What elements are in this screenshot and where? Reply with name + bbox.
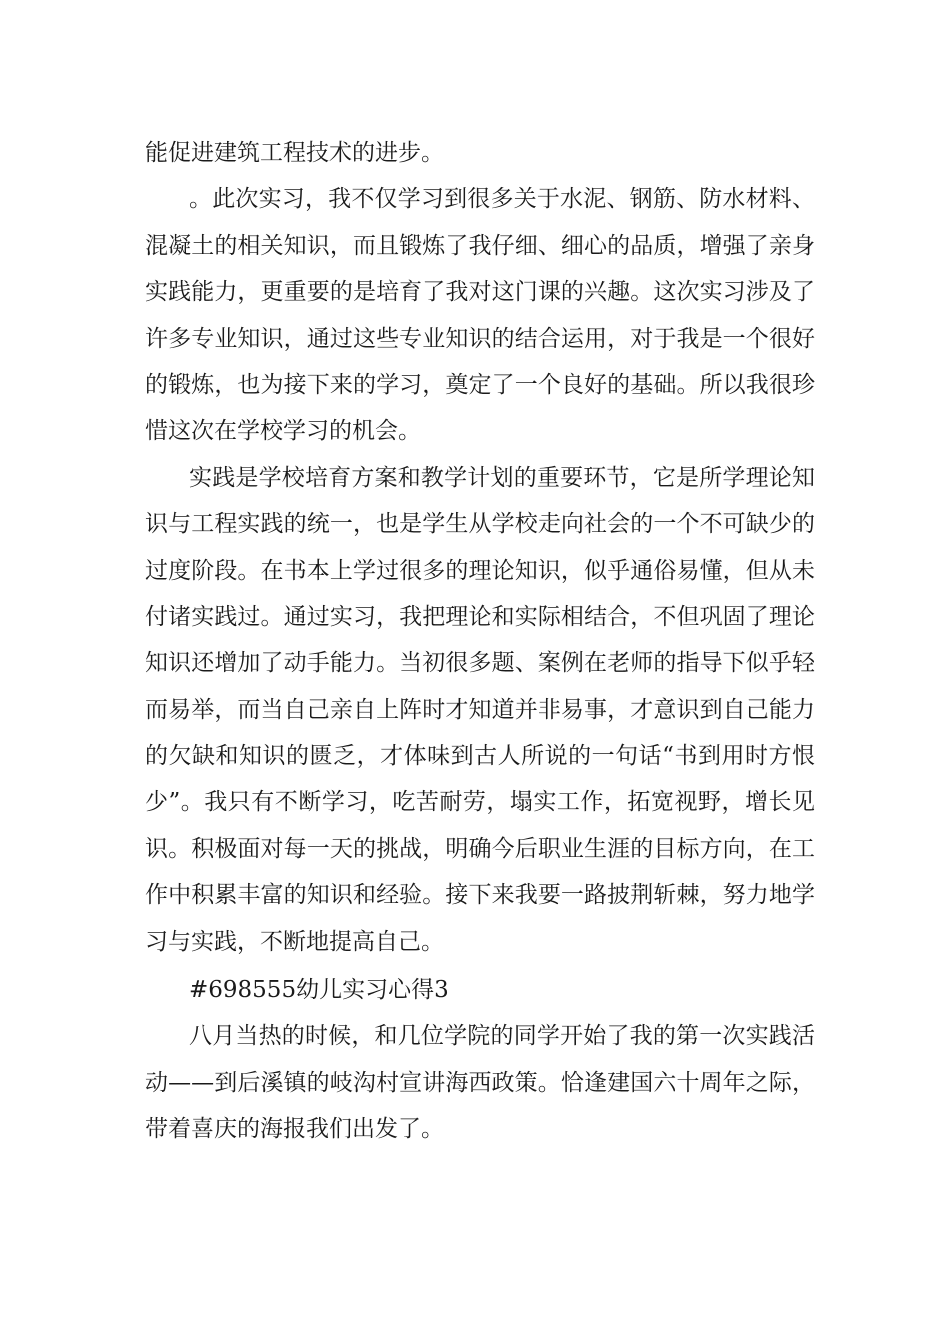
text-line: 付诸实践过。通过实习，我把理论和实际相结合，不但巩固了理论	[145, 603, 815, 630]
paragraph-1	[145, 130, 815, 176]
text-line: 八月当热的时候，和几位学院的同学开始了我的第一次实践活	[189, 1023, 815, 1050]
section-heading: #698555幼儿实习心得3	[189, 977, 449, 1004]
text-line: 带着喜庆的海报我们出发了。	[145, 1116, 444, 1143]
text-line: 而易举，而当自己亲自上阵时才知道并非易事，才意识到自己能力	[145, 696, 815, 723]
text-line: 许多专业知识，通过这些专业知识的结合运用，对于我是一个很好	[145, 325, 815, 352]
text-line: 。此次实习，我不仅学习到很多关于水泥、钢筋、防水材料、	[189, 186, 815, 213]
text-line: 习与实践，不断地提高自己。	[145, 928, 444, 955]
paragraph-4	[145, 1013, 815, 1152]
text-line: 惜这次在学校学习的机会。	[145, 418, 421, 445]
paragraph-3	[145, 455, 815, 965]
text-line: 作中积累丰富的知识和经验。接下来我要一路披荆斩棘，努力地学	[145, 882, 815, 909]
text-line: 知识还增加了动手能力。当初很多题、案例在老师的指导下似乎轻	[145, 650, 815, 677]
document-page	[145, 130, 815, 1153]
text-line: 动——到后溪镇的岐沟村宣讲海西政策。恰逢建国六十周年之际，	[145, 1069, 815, 1096]
paragraph-2	[145, 176, 815, 454]
section-heading-block	[145, 965, 815, 1013]
text-line: 识。积极面对每一天的挑战，明确今后职业生涯的目标方向，在工	[145, 835, 815, 862]
text-line: 混凝土的相关知识，而且锻炼了我仔细、细心的品质，增强了亲身	[145, 232, 815, 259]
text-line: 能促进建筑工程技术的进步。	[145, 140, 444, 166]
text-line: 识与工程实践的统一，也是学生从学校走向社会的一个不可缺少的	[145, 511, 815, 538]
text-line: 过度阶段。在书本上学过很多的理论知识，似乎通俗易懂，但从未	[145, 557, 815, 584]
text-line: 的欠缺和知识的匮乏，才体味到古人所说的一句话“书到用时方恨	[145, 743, 815, 770]
text-line: 实践是学校培育方案和教学计划的重要环节，它是所学理论知	[189, 464, 815, 491]
text-line: 的锻炼，也为接下来的学习，奠定了一个良好的基础。所以我很珍	[145, 371, 815, 398]
text-line: 实践能力，更重要的是培育了我对这门课的兴趣。这次实习涉及了	[145, 279, 815, 306]
text-line: 少”。我只有不断学习，吃苦耐劳，塌实工作，拓宽视野，增长见	[145, 789, 815, 816]
